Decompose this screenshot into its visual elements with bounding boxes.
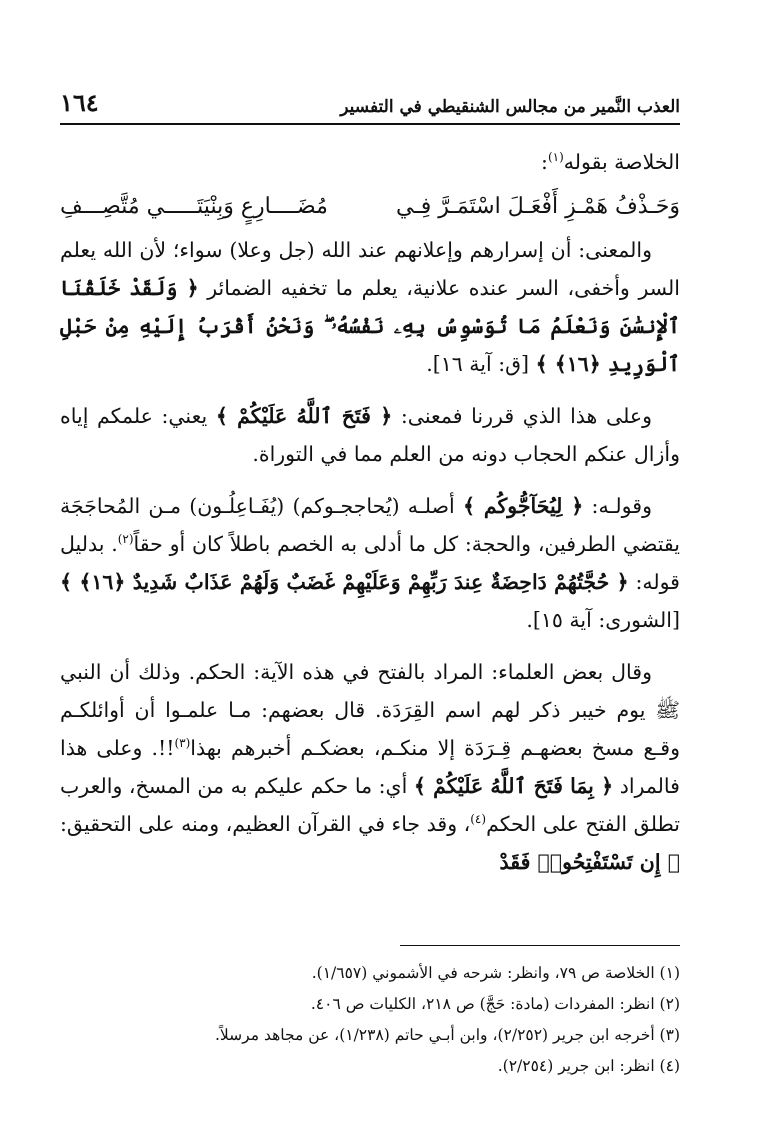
quran-phrase-bima-fataha: ﴿ بِمَا فَتَحَ ٱللَّهُ عَلَيْكُمْ ﴾ <box>413 774 614 798</box>
paragraph-fataha-explanation: يعني: علمكم إياه وأزال عنكم الحجاب دونه من العلم مما في التوراة. <box>60 404 680 466</box>
intro-line <box>60 143 680 181</box>
paragraph-fataha-intro: وعلى هذا الذي قررنا فمعنى: <box>400 404 652 428</box>
footnote-1: (١) الخلاصة ص ٧٩، وانظر: شرحه في الأشموني (١/٦٥٧). <box>311 964 680 982</box>
page-number: ١٦٤ <box>60 88 99 117</box>
quran-verse-shura: ﴿ حُجَّتُهُمْ دَاحِضَةٌ عِندَ رَبِّهِمْ وَعَلَيْهِمْ غَضَبٌ وَلَهُمْ عَذَابٌ شَدِيدٌ ﴿١٦﴾ ﴾ <box>60 570 629 594</box>
footnote-ref-3: (٣) <box>174 736 191 751</box>
verse-second-hemistich: مُضَــــارِعٍ وَبِنْيَتَـــــي مُتَّصِـــفِ <box>60 194 328 219</box>
paragraph-yuhajjukum-intro: وقولـه: <box>591 494 652 518</box>
running-title: العذب النَّمير من مجالس الشنقيطي في التفسير <box>340 97 680 117</box>
footnote-ref-4: (٤) <box>470 812 487 827</box>
paragraph-fataha <box>60 397 680 473</box>
paragraph-judgment-quran-intro: ، وقد جاء في القرآن العظيم، ومنه على التحقيق: <box>60 812 471 836</box>
footnote-ref-2: (٢) <box>117 532 134 547</box>
running-header <box>60 88 680 125</box>
paragraph-judgment-text: وقال بعض العلماء: المراد بالفتح في هذه الآية: الحكم. وذلك أن النبي ﷺ يوم خيبر ذكر لهم اسم القِرَدَة. قال بعضهم: مـا علمـوا أن أوائلكـم وقـع مسخ بعضهـم قِـرَدَة إلا منكـم، بعضكـم أخبرهم بهذا <box>60 660 680 760</box>
paragraph-judgment-conclusion: !!. وعلى هذا فالمراد <box>60 736 680 798</box>
paragraph-yuhajjukum-proof: . بدليل قوله: <box>60 532 680 594</box>
paragraph-judgment-meaning: أي: ما حكم عليكم به من المسخ، والعرب تطلق الفتح على الحكم <box>60 774 681 836</box>
paragraph-judgment <box>60 653 680 881</box>
footnote-4: (٤) انظر: ابن جرير (٢/٢٥٤). <box>497 1057 680 1075</box>
quran-ref-qaf: [ق: آية ١٦]. <box>426 352 530 376</box>
intro-colon: : <box>541 150 548 174</box>
poetry-verse <box>60 181 680 231</box>
verse-first-hemistich: وَحَـذْفُ هَمْـزِ أَفْعَـلَ اسْتَمَـرَّ فِـي <box>395 194 680 219</box>
footnote-3: (٣) أخرجه ابن جرير (٢/٢٥٢)، وابن أبـي حاتم (١/٢٣٨)، عن مجاهد مرسلاً. <box>215 1026 680 1044</box>
footnote-2: (٢) انظر: المفردات (مادة: حَجَّ) ص ٢١٨، الكليات ص ٤٠٦. <box>310 995 680 1013</box>
footnotes <box>60 958 680 1082</box>
footnote-separator <box>400 945 680 946</box>
footnote-ref-1: (١) <box>547 150 564 165</box>
paragraph-yuhajjukum-text: أصلـه (يُحاججـوكم) (يُفَـاعِلُـون) مـن المُحاجَجَة يقتضي الطرفين، والحجة: كل ما أدلى به الخصم باطلاً كان أو حقاً <box>60 494 680 556</box>
paragraph-meaning <box>60 231 680 383</box>
quran-phrase-yuhajjukum: ﴿ لِيُحَآجُّوكُم ﴾ <box>462 494 584 518</box>
paragraph-yuhajjukum <box>60 487 680 639</box>
quran-verse-qaf: ﴿ وَلَقَدْ خَلَقْنَا ٱلْإِنسَٰنَ وَنَعْلَمُ مَا تُوَسْوِسُ بِهِۦ نَفْسُهُۥ ۖ وَنَحْنُ أَقْرَبُ إِلَيْهِ مِنْ حَبْلِ ٱلْوَرِيدِ ﴿١٦﴾ ﴾ <box>60 276 680 376</box>
paragraph-meaning-text: والمعنى: أن إسرارهم وإعلانهم عند الله (جل وعلا) سواء؛ لأن الله يعلم السر وأخفى، السر عنده علانية، يعلم ما تخفيه الضمائر <box>60 238 680 300</box>
quran-phrase-fataha: ﴿ فَتَحَ ٱللَّهُ عَلَيْكُمْ ﴾ <box>215 404 393 428</box>
body-text <box>60 143 680 881</box>
quran-ref-shura: [الشورى: آية ١٥]. <box>526 608 680 632</box>
quran-phrase-tastaftihu: ﴿ إِن تَسْتَفْتِحُوا۟ فَقَدْ <box>499 850 680 874</box>
page <box>60 88 680 881</box>
intro-text: الخلاصة بقوله <box>563 150 680 174</box>
